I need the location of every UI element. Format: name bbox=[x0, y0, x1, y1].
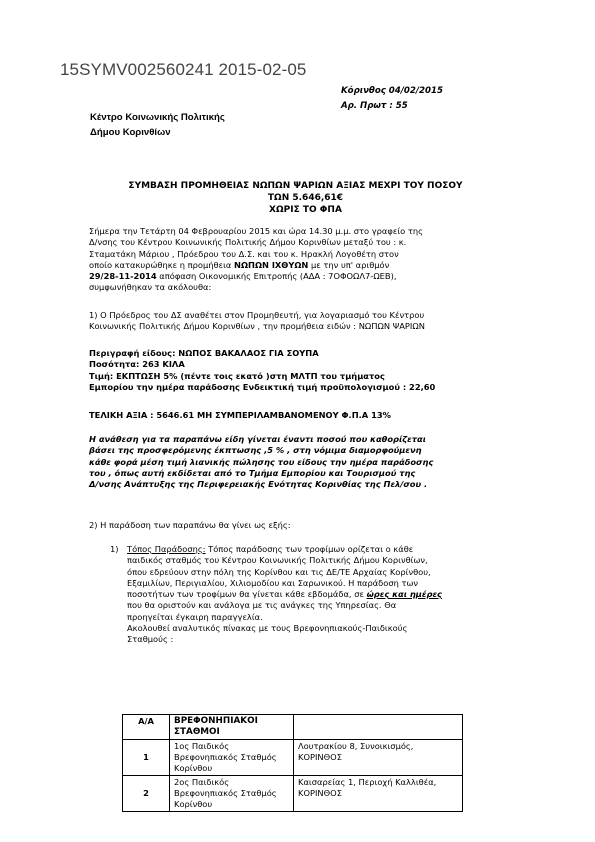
table-row bbox=[123, 776, 463, 812]
document-stamp: 15SYMV002560241 2015-02-05 bbox=[60, 60, 307, 79]
delivery-line: προηγείται έγκαιρη παραγγελία. bbox=[127, 611, 263, 622]
clause-1 bbox=[89, 310, 507, 333]
award-line: Η ανάθεση για τα παραπάνω είδη γίνεται έναντι ποσού που καθορίζεται bbox=[89, 434, 426, 444]
delivery-text: ποσοτήτων των τροφίμων θα γίνεται κάθε εβδομάδα, σε bbox=[127, 589, 367, 600]
clause-line: 1) Ο Πρόεδρος του ΔΣ αναθέτει στον Προμηθευτή, για λογαριασμό του Κέντρου bbox=[89, 310, 425, 320]
delivery-line: Σταθμούς : bbox=[127, 634, 174, 645]
delivery-line: που θα οριστούν και ανάλογα με τις ανάγκες της Υπηρεσίας. Θα bbox=[127, 600, 397, 611]
intro-text: απόφαση Οικονομικής Επιτροπής (ΑΔΑ : 7ΟΦΟΩΛ7-ΩΕΒ), bbox=[156, 271, 397, 282]
station-name: 2ος Παιδικός Βρεφονηπιακός Σταθμός Κορίνθου bbox=[170, 776, 294, 812]
total-value bbox=[89, 410, 507, 421]
delivery-line: όπου εδρεύουν στην πόλη της Κορίνθου και τις ΔΕ/ΤΕ Αρχαίας Κορίνθου, bbox=[127, 566, 431, 577]
delivery-text: Τόπος παράδοσης των τροφίμων ορίζεται ο κάθε bbox=[205, 544, 414, 554]
contract-amount: ΤΩΝ 5.646,61€ bbox=[267, 193, 344, 203]
header-cell: Α/Α bbox=[123, 715, 170, 740]
intro-line: συμφωνήθηκαν τα ακόλουθα: bbox=[89, 282, 212, 293]
supply-name: ΝΩΠΩΝ ΙΧΘΥΩΝ bbox=[234, 259, 309, 270]
station-address: Καισαρείας 1, Περιοχή Καλλιθέα, ΚΟΡΙΝΘΟΣ bbox=[294, 776, 463, 812]
clause-line: Κοινωνικής Πολιτικής Δήμου Κορινθίων , την προμήθεια ειδών : ΝΩΠΩΝ ΨΑΡΙΩΝ bbox=[89, 321, 425, 332]
delivery-line: παιδικός σταθμός του Κέντρου Κοινωνικής Πολιτικής Δήμου Κορινθίων, bbox=[127, 555, 428, 566]
intro-line: Σήμερα την Τετάρτη 04 Φεβρουαρίου 2015 και ώρα 14.30 μ.μ. στο γραφείο της bbox=[89, 226, 423, 236]
protocol-number: Αρ. Πρωτ : 55 bbox=[341, 101, 408, 111]
delivery-line bbox=[127, 544, 507, 555]
delivery-line: Ακολουθεί αναλυτικός πίνακας με τους Βρεφονηπιακούς-Παιδικούς bbox=[127, 623, 408, 634]
table-header-row bbox=[123, 715, 463, 740]
item-description: Περιγραφή είδους: ΝΩΠΟΣ ΒΑΚΑΛΑΟΣ ΓΙΑ ΣΟΥΠΑ bbox=[89, 348, 319, 358]
intro-text: με την υπ' αριθμόν bbox=[308, 259, 390, 270]
delivery-line bbox=[127, 589, 507, 600]
delivery-number: 1) bbox=[110, 544, 119, 554]
intro-line: Δ/νσης του Κέντρου Κοινωνικής Πολιτικής Δήμου Κορινθίων μεταξύ του : κ. bbox=[89, 237, 407, 248]
contract-title: ΣΥΜΒΑΣΗ ΠΡΟΜΗΘΕΙΑΣ ΝΩΠΩΝ ΨΑΡΙΩΝ ΑΞΙΑΣ ΜΕΧΡΙ ΤΟΥ ΠΟΣΟΥ bbox=[128, 181, 463, 191]
delivery-emphasis: ώρες και ημέρες bbox=[366, 589, 442, 600]
header-cell bbox=[294, 715, 463, 740]
contract-vat-note: ΧΩΡΙΣ ΤΟ ΦΠΑ bbox=[269, 205, 342, 215]
award-line: βάσει της προσφερόμενης έκπτωσης ,5 % , στη νόμιμα διαμορφούμενη bbox=[89, 445, 422, 456]
delivery-paragraph bbox=[127, 544, 507, 646]
intro-text: οποίο κατακυρώθηκε η προμήθεια bbox=[89, 259, 234, 270]
intro-paragraph bbox=[89, 226, 507, 294]
item-quantity: Ποσότητα: 263 ΚΙΛΑ bbox=[89, 359, 185, 370]
header-cell: ΒΡΕΦΟΝΗΠΙΑΚΟΙ ΣΤΑΘΜΟΙ bbox=[170, 715, 294, 740]
item-price: Τιμή: ΕΚΠΤΩΣΗ 5% (πέντε τοις εκατό )στη ΜΛΤΠ του τμήματος bbox=[89, 370, 385, 381]
intro-line: Σταματάκη Μάριου , Πρόεδρου του Δ.Σ. και του κ. Ηρακλή Λογοθέτη στον bbox=[89, 248, 399, 259]
clause-2 bbox=[89, 520, 507, 531]
award-line: κάθε φορά μέση τιμή λιανικής πώλησης του είδους την ημέρα παράδοσης bbox=[89, 456, 434, 467]
award-line: Δ/νσης Ανάπτυξης της Περιφερειακής Ενότητας Κορινθίας της Πελ/σου . bbox=[89, 479, 428, 490]
table-row bbox=[123, 740, 463, 776]
row-number: 1 bbox=[123, 740, 170, 776]
decision-number: 29/28-11-2014 bbox=[89, 271, 157, 282]
station-name: 1ος Παιδικός Βρεφονηπιακός Σταθμός Κορίνθου bbox=[170, 740, 294, 776]
stations-table bbox=[122, 714, 463, 812]
row-number: 2 bbox=[123, 776, 170, 812]
clause-line: 2) Η παράδοση των παραπάνω θα γίνει ως εξής: bbox=[89, 520, 291, 530]
item-price: Εμπορίου την ημέρα παράδοσης Ενδεικτική τιμή προϋπολογισμού : 22,60 bbox=[89, 381, 436, 392]
delivery-label: Τόπος Παράδοσης: bbox=[127, 544, 206, 554]
intro-line bbox=[89, 271, 507, 282]
intro-line bbox=[89, 260, 507, 271]
station-address: Λουτρακίου 8, Συνοικισμός, ΚΟΡΙΝΘΟΣ bbox=[294, 740, 463, 776]
total-text: ΤΕΛΙΚΗ ΑΞΙΑ : 5646.61 ΜΗ ΣΥΜΠΕΡΙΛΑΜΒΑΝΟΜΕΝΟΥ Φ.Π.Α 13% bbox=[89, 410, 391, 420]
org-line-2: Δήμου Κορινθίων bbox=[90, 127, 171, 138]
delivery-line: Εξαμιλίων, Περιγιαλίου, Χιλιομοδίου και Σαρωνικού. Η παράδοση των bbox=[127, 577, 419, 588]
award-line: του , όπως αυτή εκδίδεται από το Τμήμα Εμπορίου και Τουρισμού της bbox=[89, 467, 416, 478]
document-date: Κόρινθος 04/02/2015 bbox=[341, 86, 443, 96]
item-details bbox=[89, 348, 507, 393]
org-line-1: Κέντρο Κοινωνικής Πολιτικής bbox=[90, 112, 225, 123]
award-paragraph bbox=[89, 434, 507, 490]
